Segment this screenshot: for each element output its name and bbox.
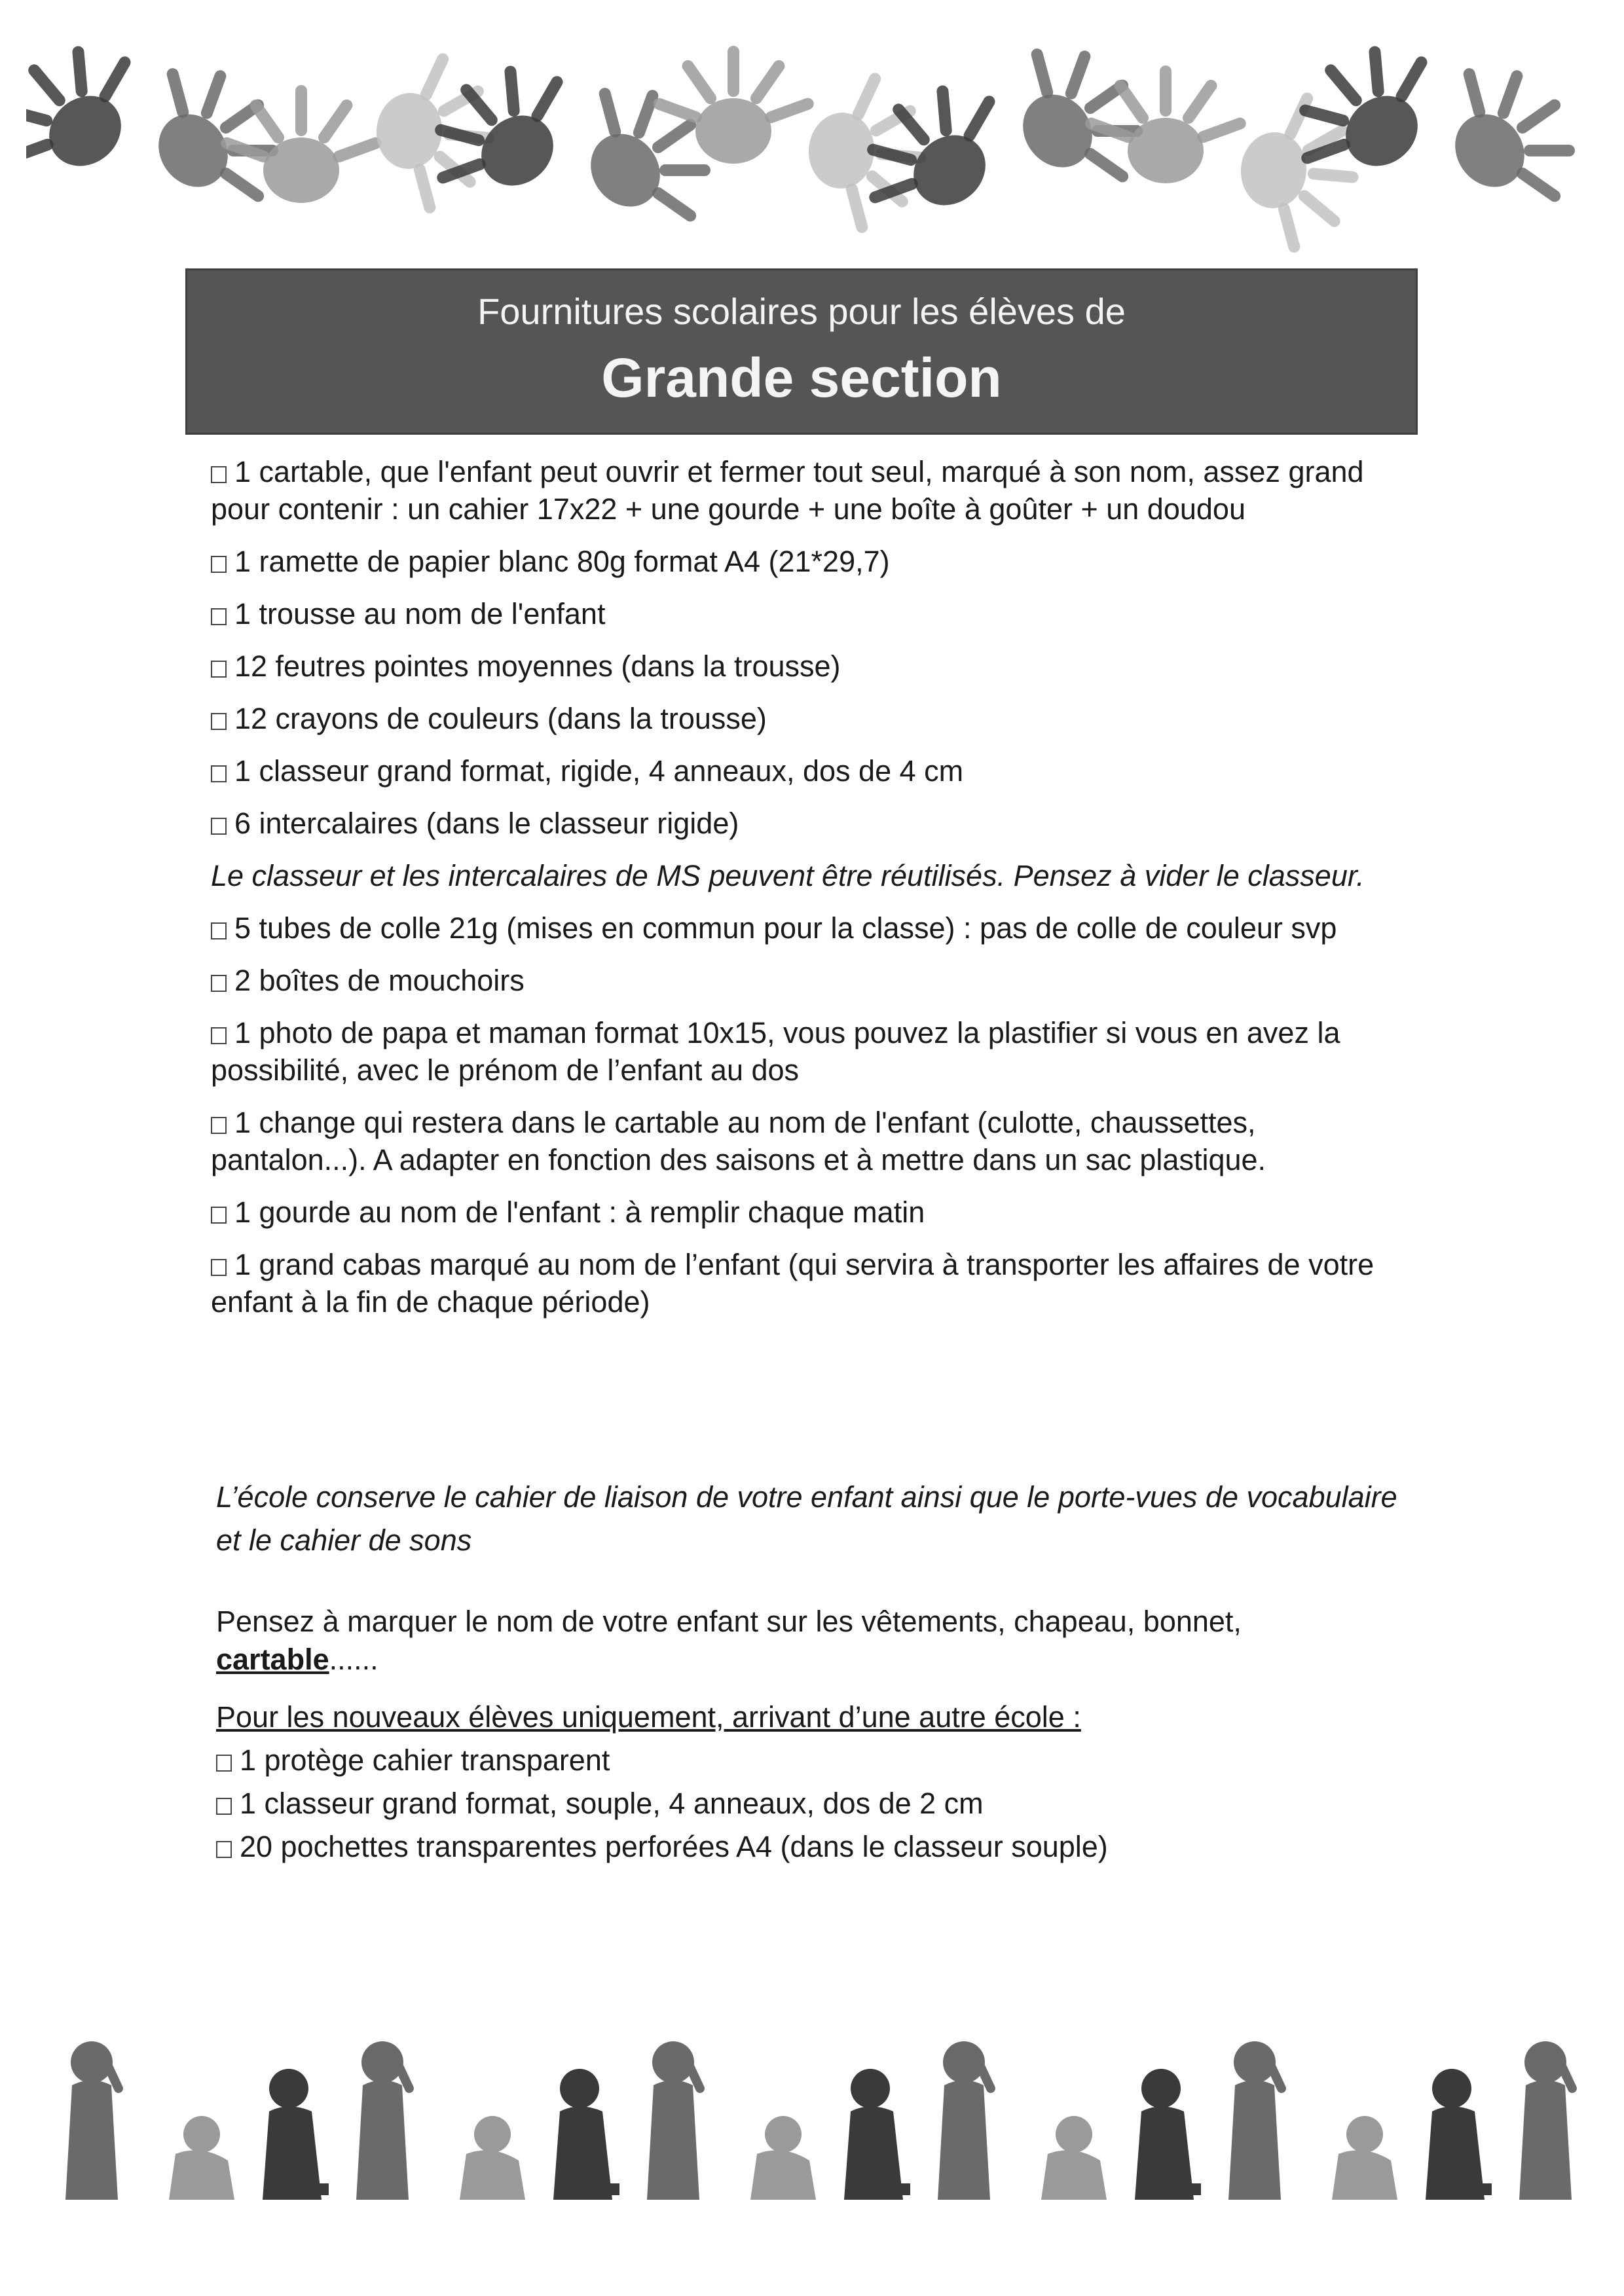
list-item: 12 feutres pointes moyennes (dans la trousse) [211,647,1403,685]
title-banner [185,268,1418,435]
child-silhouette-icon [938,2041,997,2200]
handprint-icon [652,46,815,164]
handprint-icon [369,46,501,220]
list-item: 1 grand cabas marqué au nom de l’enfant (qui servira à transporter les affaires de votre enfant à la fin de chaque période) [211,1248,1375,1319]
child-silhouette-icon [356,2041,415,2200]
new-students-title: Pour les nouveaux élèves uniquement, arrivant d’une autre école : [216,1700,1081,1734]
handprint-icon [802,66,933,240]
page-title: Grande section [601,347,1002,409]
child-silhouette-icon [1041,2116,1107,2200]
checkbox-icon [211,608,227,625]
child-silhouette-icon [169,2116,234,2200]
child-silhouette-icon [460,2116,525,2200]
checkbox-icon [211,1027,227,1044]
reminder-bold: cartable [216,1643,329,1676]
reminder-text: Pensez à marquer le nom de votre enfant sur les vêtements, chapeau, bonnet, cartable...... [216,1605,1242,1676]
list-item: 1 photo de papa et maman format 10x15, vous pouvez la plastifier si vous en avez la possibilité, avec le prénom de l’enfant au dos [211,1016,1340,1087]
child-silhouette-icon [647,2041,706,2200]
handprint-icon [26,39,169,209]
child-silhouette-icon [263,2069,329,2200]
list-item: 1 protège cahier transparent [216,1739,1408,1782]
list-item: 1 classeur grand format, rigide, 4 anneaux, dos de 4 cm [211,752,1403,790]
checkbox-icon [216,1755,232,1772]
supplies-list [211,453,1403,1336]
checkbox-icon [211,1117,227,1134]
checkbox-icon [211,556,227,573]
checkbox-icon [216,1841,232,1858]
child-silhouette-icon [1426,2069,1492,2200]
checkbox-icon [211,1259,227,1276]
child-silhouette-icon [65,2041,124,2200]
child-silhouette-icon [1519,2041,1578,2200]
checkbox-icon [211,661,227,678]
checkbox-icon [216,1798,232,1815]
list-item: 12 crayons de couleurs (dans la trousse) [211,700,1403,737]
checkbox-icon [211,765,227,782]
list-item: 1 change qui restera dans le cartable au nom de l'enfant (culotte, chaussettes, pantalon...). A adapter en fonction des saisons et à mettre dans un sac plastique. [211,1106,1266,1176]
checkbox-icon [211,922,227,939]
checkbox-icon [211,1207,227,1224]
list-item: 5 tubes de colle 21g (mises en commun pour la classe) : pas de colle de couleur svp [211,909,1403,947]
list-item: 20 pochettes transparentes perforées A4 (dans le classeur souple) [216,1825,1408,1868]
child-silhouette-icon [1332,2116,1397,2200]
child-silhouette-icon [844,2069,910,2200]
new-students-section [216,1696,1408,1868]
child-silhouette-icon [750,2116,816,2200]
checkbox-icon [211,713,227,730]
child-silhouette-icon [1135,2069,1201,2200]
child-silhouette-icon [1228,2041,1287,2200]
note-ecole: L’école conserve le cahier de liaison de votre enfant ainsi que le porte-vues de vocabulaire et le cahier de sons [216,1480,1397,1557]
handprint-icon [1416,39,1598,236]
note-ms: Le classeur et les intercalaires de MS peuvent être réutilisés. Pensez à vider le classeur. [211,859,1365,892]
checkbox-icon [211,466,227,483]
list-item: 2 boîtes de mouchoirs [211,962,1403,999]
child-silhouette-icon [553,2069,619,2200]
list-item: 1 classeur grand format, souple, 4 anneaux, dos de 2 cm [216,1782,1408,1825]
list-item: 1 trousse au nom de l'enfant [211,595,1403,632]
handprints-banner [26,39,1598,262]
title-line-1: Fournitures scolaires pour les élèves de [477,291,1126,332]
checkbox-icon [211,818,227,835]
list-item: 1 cartable, que l'enfant peut ouvrir et fermer tout seul, marqué à son nom, assez grand pour contenir : un cahier 17x22 + une gourde + une boîte à goûter + un doudou [211,455,1364,526]
list-item: 6 intercalaires (dans le classeur rigide) [211,805,1403,842]
list-item: 1 gourde au nom de l'enfant : à remplir chaque matin [211,1194,1403,1231]
children-silhouettes-banner [26,2003,1598,2219]
list-item: 1 ramette de papier blanc 80g format A4 (21*29,7) [211,543,1403,580]
checkbox-icon [211,975,227,992]
